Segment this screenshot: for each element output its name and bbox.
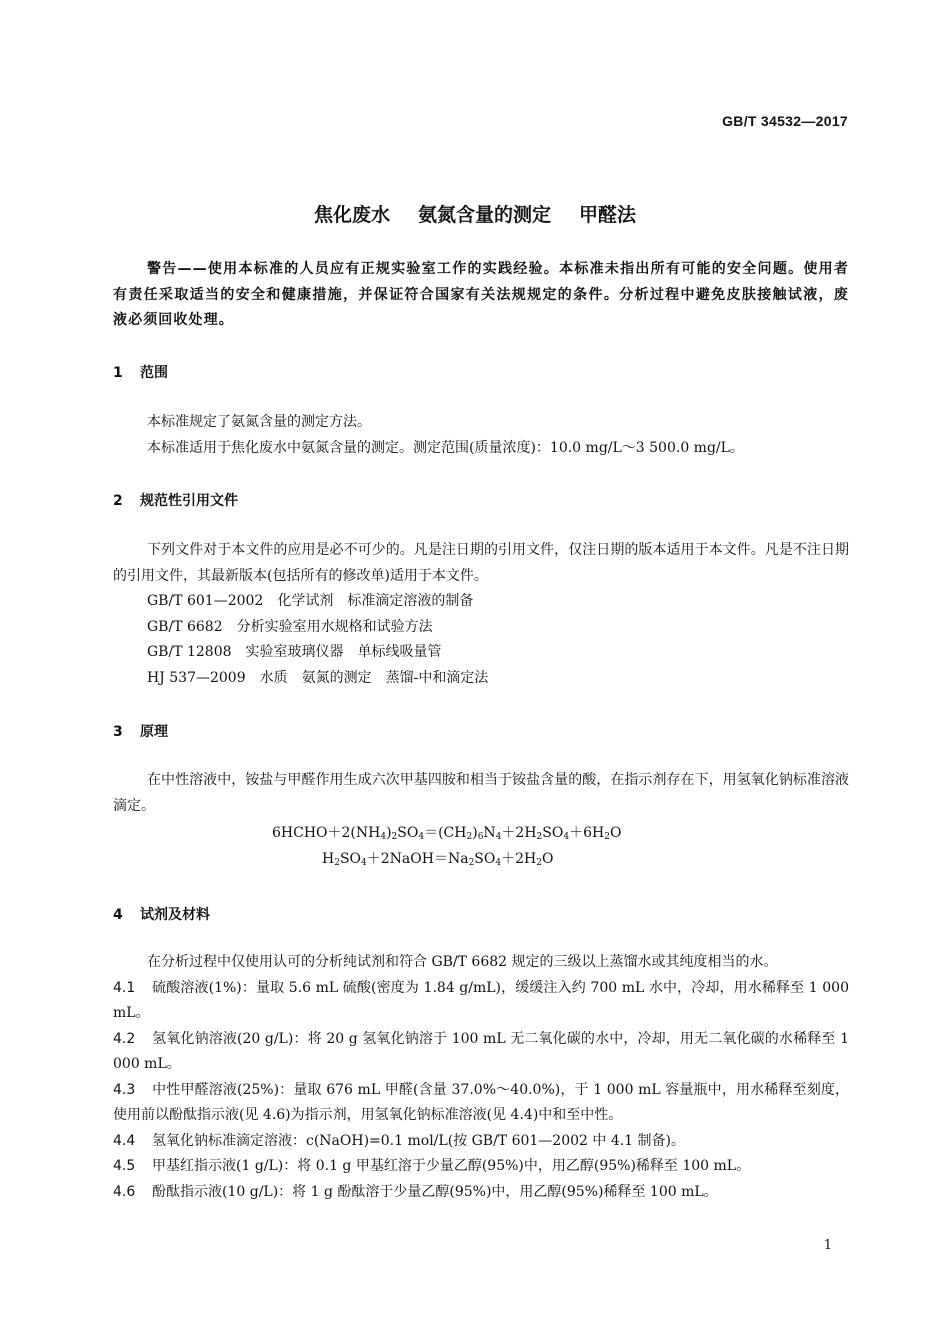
reference-item: [113, 666, 849, 692]
section-1-body: [113, 410, 849, 461]
section-number: 3: [113, 724, 123, 740]
item-number: 4.1: [113, 979, 136, 996]
section-title: 范围: [140, 365, 168, 381]
paragraph: 下列文件对于本文件的应用是必不可少的。凡是注日期的引用文件，仅注日期的版本适用于本文件。凡是不注日期的引用文件，其最新版本(包括所有的修改单)适用于本文件。: [113, 542, 849, 584]
item-number: 4.6: [113, 1183, 136, 1200]
reference-code: GB/T 6682: [147, 618, 223, 635]
section-number: 2: [113, 493, 123, 509]
equation-2: $H_2SO_4+2NaOH=Na_2SO_4+2H_2O$: [322, 851, 554, 868]
reagent-item: [113, 1180, 849, 1206]
reference-item: [113, 640, 849, 666]
item-number: 4.2: [113, 1030, 136, 1047]
item-text: 甲基红指示液(1 g/L)：将 0.1 g 甲基红溶于少量乙醇(95%)中，用乙醇(95%)稀释至 100 mL。: [152, 1158, 751, 1174]
reference-item: [113, 589, 849, 615]
item-text: 氢氧化钠标准滴定溶液：c(NaOH)=0.1 mol/L(按 GB/T 601—2002 中 4.1 制备)。: [152, 1132, 686, 1149]
section-2-body: [113, 538, 849, 691]
section-4-heading: [113, 904, 210, 924]
page-number: 1: [823, 1238, 832, 1253]
section-1-heading: [113, 362, 168, 382]
item-number: 4.4: [113, 1132, 136, 1149]
section-title: 原理: [140, 724, 168, 740]
item-text: 中性甲醛溶液(25%)：量取 676 mL 甲醛(含量 37.0%～40.0%)，于 1 000 mL 容量瓶中，用水稀释至刻度，使用前以酚酞指示液(见 4.6)为指示剂，用氢氧化钠标准溶液(见 4.4)中和至中性。: [113, 1081, 849, 1123]
reagent-item: [113, 976, 849, 1027]
equation-1: $6HCHO+2(NH_4)_2SO_4=(CH_2)_6N_4+2H_2SO_4+6H_2O$: [272, 825, 622, 842]
paragraph: 本标准适用于焦化废水中氨氮含量的测定。测定范围(质量浓度)：10.0 mg/L～3 500.0 mg/L。: [147, 439, 744, 456]
title-part-3: 甲醛法: [579, 204, 637, 226]
reagent-item: [113, 1078, 849, 1129]
item-text: 酚酞指示液(10 g/L)：将 1 g 酚酞溶于少量乙醇(95%)中，用乙醇(95%)稀释至 100 mL。: [152, 1183, 718, 1200]
reference-title: 分析实验室用水规格和试验方法: [236, 618, 433, 635]
standard-number: GB/T 34532—2017: [722, 113, 848, 129]
warning-paragraph: 警告——使用本标准的人员应有正规实验室工作的实践经验。本标准未指出所有可能的安全问题。使用者有责任采取适当的安全和健康措施，并保证符合国家有关法规规定的条件。分析过程中避免皮肤接触试液，废液必须回收处理。: [113, 261, 849, 328]
reference-code: GB/T 12808: [147, 644, 232, 660]
section-3-heading: [113, 721, 168, 741]
paragraph: 在分析过程中仅使用认可的分析纯试剂和符合 GB/T 6682 规定的三级以上蒸馏水或其纯度相当的水。: [147, 954, 778, 970]
reference-item: [113, 615, 849, 641]
item-text: 氢氧化钠溶液(20 g/L)：将 20 g 氢氧化钠溶于 100 mL 无二氧化碳的水中，冷却，用无二氧化碳的水稀释至 1 000 mL。: [113, 1030, 849, 1072]
item-number: 4.5: [113, 1158, 136, 1174]
reference-title: 化学试剂 标准滴定溶液的制备: [277, 593, 474, 609]
reagent-item: [113, 1129, 849, 1155]
item-number: 4.3: [113, 1081, 136, 1098]
section-4-body: [113, 950, 849, 1205]
section-title: 规范性引用文件: [140, 493, 238, 509]
document-title: [0, 200, 950, 227]
reagent-item: [113, 1027, 849, 1078]
paragraph: 在中性溶液中，铵盐与甲醛作用生成六次甲基四胺和相当于铵盐含量的酸，在指示剂存在下，用氢氧化钠标准溶液滴定。: [113, 772, 849, 814]
section-number: 1: [113, 365, 123, 381]
section-2-heading: [113, 490, 238, 510]
section-3-body: [113, 768, 849, 819]
section-number: 4: [113, 907, 123, 923]
reference-code: GB/T 601—2002: [147, 593, 264, 609]
item-text: 硫酸溶液(1%)：量取 5.6 mL 硫酸(密度为 1.84 g/mL)，缓缓注入约 700 mL 水中，冷却，用水稀释至 1 000 mL。: [113, 979, 849, 1021]
paragraph: 本标准规定了氨氮含量的测定方法。: [147, 414, 371, 430]
reference-title: 水质 氨氮的测定 蒸馏-中和滴定法: [259, 669, 489, 686]
reference-code: HJ 537—2009: [147, 669, 246, 686]
reference-title: 实验室玻璃仪器 单标线吸量管: [245, 644, 442, 660]
title-part-1: 焦化废水: [313, 204, 390, 226]
reagent-item: [113, 1154, 849, 1180]
title-part-2: 氨氮含量的测定: [417, 204, 551, 226]
section-title: 试剂及材料: [140, 907, 210, 923]
